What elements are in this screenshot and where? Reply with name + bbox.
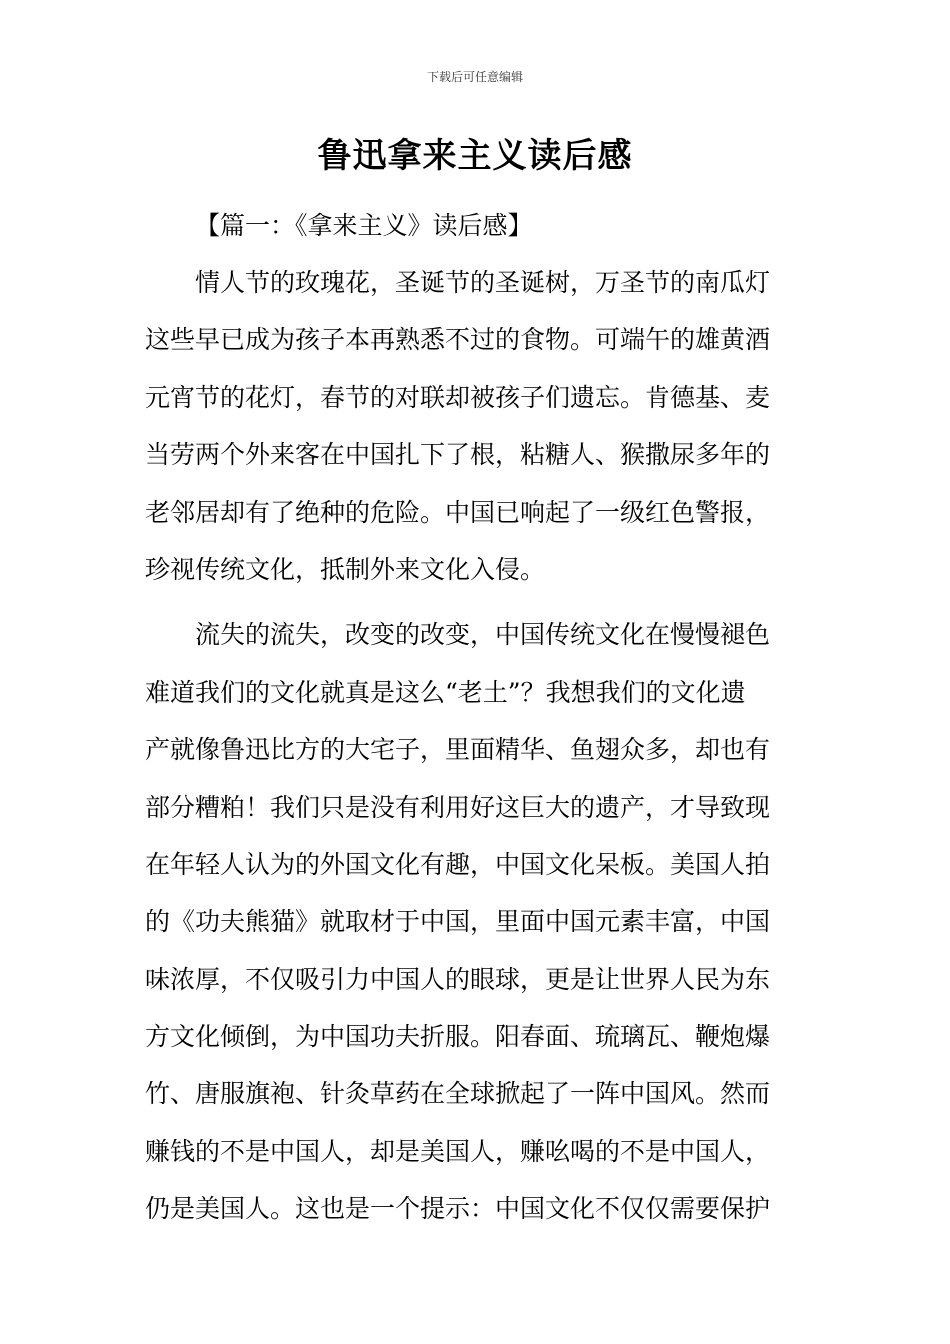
text-line: 在年轻人认为的外国文化有趣，中国文化呆板。美国人拍 [145, 849, 771, 879]
paragraph-gap [145, 598, 805, 606]
text-line: 竹、唐服旗袍、针灸草药在全球掀起了一阵中国风。然而 [145, 1079, 771, 1109]
document-body [145, 197, 805, 1238]
text-line: 产就像鲁迅比方的大宅子，里面精华、鱼翅众多，却也有 [145, 735, 771, 765]
text-line: 仍是美国人。这也是一个提示：中国文化不仅仅需要保护 [145, 1194, 771, 1224]
text-line: 味浓厚，不仅吸引力中国人的眼球，更是让世界人民为东 [145, 964, 771, 994]
page-title: 鲁迅拿来主义读后感 [317, 136, 633, 176]
text-line: 流失的流失，改变的改变，中国传统文化在慢慢褪色 [195, 620, 771, 650]
text-line: 难道我们的文化就真是这么“老土”？我想我们的文化遗 [145, 677, 746, 707]
section-heading: 【篇一：《拿来主义》读后感】 [195, 211, 533, 240]
text-line: 老邻居却有了绝种的危险。中国已响起了一级红色警报， [145, 497, 771, 527]
header-note: 下载后可任意编辑 [426, 70, 523, 84]
text-line: 珍视传统文化，抵制外来文化入侵。 [145, 554, 546, 584]
text-line: 部分糟粕！我们只是没有利用好这巨大的遗产，才导致现 [145, 792, 771, 822]
text-line: 当劳两个外来客在中国扎下了根，粘糖人、猴撒尿多年的 [145, 440, 771, 470]
text-line: 情人节的玫瑰花，圣诞节的圣诞树，万圣节的南瓜灯 [195, 268, 771, 297]
text-line: 赚钱的不是中国人，却是美国人，赚吆喝的不是中国人， [145, 1136, 771, 1166]
text-line: 方文化倾倒，为中国功夫折服。阳春面、琉璃瓦、鞭炮爆 [145, 1022, 771, 1052]
text-line: 这些早已成为孩子本再熟悉不过的食物。可端午的雄黄酒 [145, 325, 771, 355]
text-line: 的《功夫熊猫》就取材于中国，里面中国元素丰富，中国 [145, 907, 771, 937]
text-line: 元宵节的花灯，春节的对联却被孩子们遗忘。肯德基、麦 [145, 382, 771, 412]
paragraph-1 [145, 254, 805, 598]
paragraph-2 [145, 606, 805, 1237]
